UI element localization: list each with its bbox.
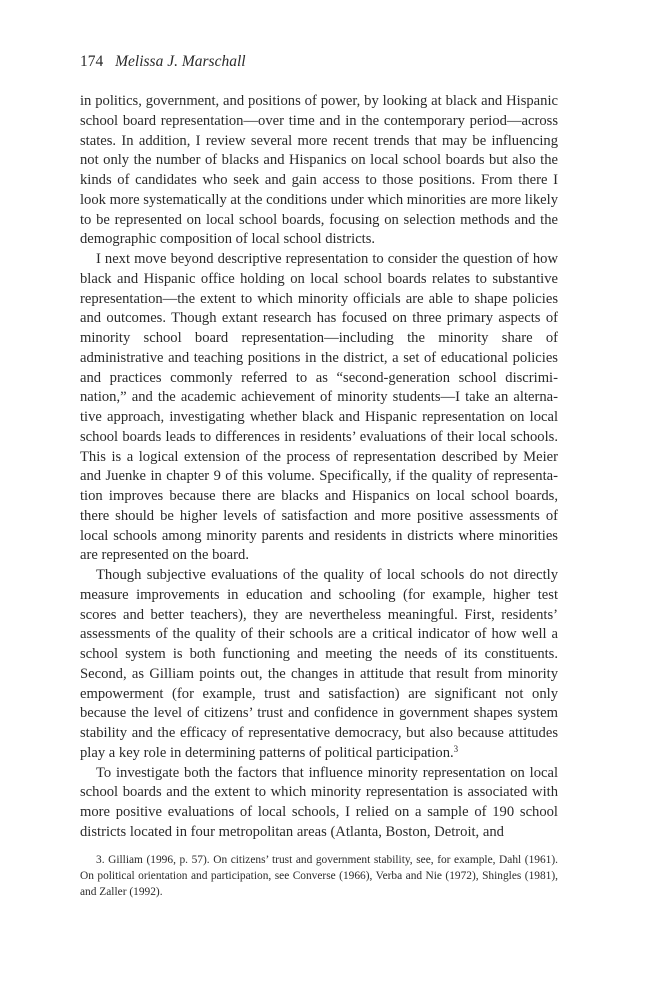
- footnote: 3. Gilliam (1996, p. 57). On citizens’ trust and government stability, see, for example, Dahl (1961). On political orientation and participation, see Converse (1966), Verba and Nie (1972), Shingles (1981), and Zaller (1992).: [80, 854, 558, 898]
- page-number: 174: [80, 53, 104, 70]
- paragraph: in politics, government, and positions of power, by looking at black and Hispanic school board representation—over time and in the contemporary period—across states. In addition, I review several more recent trends that may be influencing not only the number of blacks and Hispanics on local school boards but also the kinds of candidates who seek and gain access to those positions. From there I look more systematically at the conditions under which minorities are more likely to be represented on local school boards, focusing on selection methods and the demographic composition of local school districts.: [80, 93, 558, 248]
- paragraph: To investigate both the factors that influence minority representation on local school boards and the extent to which minority representation is associated with more positive evaluations of local schools, I relied on a sample of 190 school districts located in four metropolitan areas (Atlanta, Boston, Detroit, and: [80, 764, 558, 840]
- running-head-author: Melissa J. Marschall: [115, 53, 246, 70]
- paragraph-text: Though subjective evaluations of the quality of local schools do not directly measure improvements in education and schooling (for example, higher test scores and better teachers), they are nevertheless meaningful. First, residents’ assessments of the quality of their schools are a critical indicator of how well a school system is both functioning and meeting the needs of its constituents. Second, as Gilliam points out, the changes in attitude that result from minority empowerment (for example, trust and satisfaction) are significant not only because the level of citizens’ trust and confidence in government shapes system stability and the efficacy of representative democracy, but also because attitudes play a key role in determining patterns of political participation.: [80, 567, 558, 761]
- paragraph-with-footnote: [80, 566, 558, 764]
- footnotes: [80, 852, 558, 900]
- footnote-reference[interactable]: 3: [453, 743, 459, 754]
- body-text: [80, 92, 558, 843]
- paragraph: I next move beyond descriptive representation to consider the question of how black and Hispanic office holding on local school boards relates to substantive representation—the extent to which minority officials are able to shape policies and outcomes. Though extant research has focused on three primary aspects of minority school board representation—including the minority share of administrative and teaching positions in the district, a set of educational policies and practices commonly referred to as “second-generation school discrimination,” and the academic achievement of minority students—I take an alternative approach, investigating whether black and Hispanic representation on local school boards leads to differences in residents’ evaluations of their local schools. This is a logical extension of the process of representation described by Meier and Juenke in chapter 9 of this volume. Specifically, if the quality of representation improves because there are blacks and Hispanics on local school boards, there should be higher levels of satisfaction and more positive assessments of local schools among minority parents and residents in districts where minorities are represented on the board.: [80, 251, 558, 564]
- running-head: [80, 52, 246, 72]
